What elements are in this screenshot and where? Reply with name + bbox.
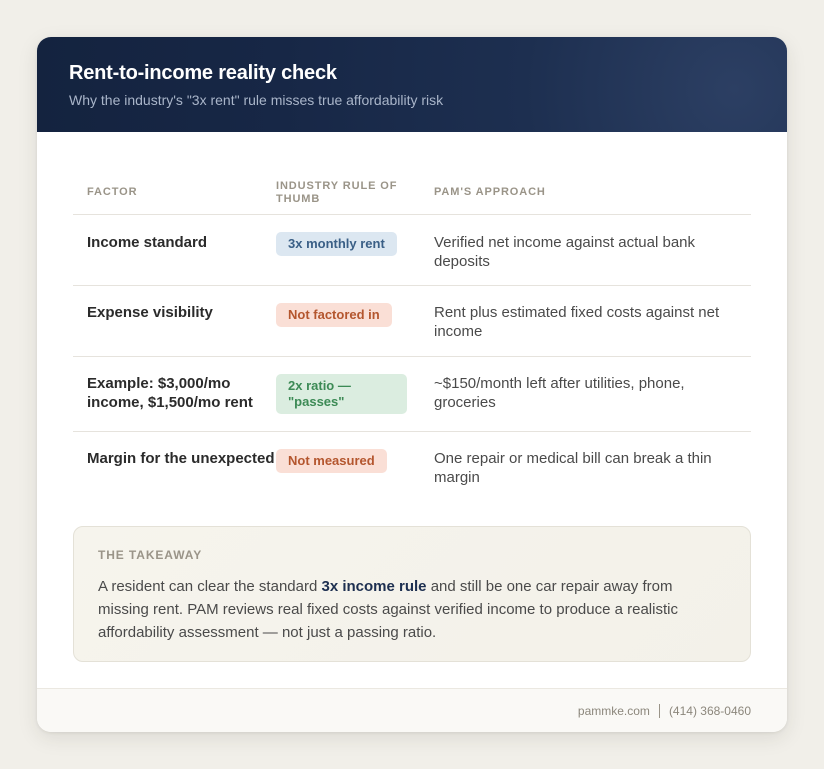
table-header — [73, 171, 751, 215]
takeaway-text-start: A resident can clear the standard — [98, 578, 322, 595]
approach-cell: One repair or medical bill can break a thin margin — [434, 450, 712, 486]
approach-cell: ~$150/month left after utilities, phone, groceries — [434, 375, 685, 411]
table-row — [73, 215, 751, 286]
takeaway-box — [73, 526, 751, 662]
comparison-card — [37, 37, 787, 732]
rule-badge: Not measured — [276, 449, 387, 473]
factor-cell: Margin for the unexpected — [87, 450, 275, 467]
comparison-table — [73, 171, 751, 504]
approach-cell: Verified net income against actual bank deposits — [434, 234, 695, 270]
card-subtitle: Why the industry's "3x rent" rule misses true affordability risk — [69, 92, 444, 108]
factor-cell: Expense visibility — [87, 304, 213, 321]
column-header-industry-rule: INDUSTRY RULE OF THUMB — [276, 179, 398, 205]
takeaway-highlight: 3x income rule — [321, 578, 427, 595]
card-title: Rent-to-income reality check — [69, 62, 337, 84]
footer-divider — [659, 704, 660, 718]
table-row — [73, 357, 751, 432]
rule-badge: 3x monthly rent — [276, 232, 397, 256]
factor-cell: Income standard — [87, 234, 208, 251]
factor-cell: Example: $3,000/mo income, $1,500/mo rent — [87, 375, 253, 411]
table-row — [73, 432, 751, 504]
takeaway-label: THE TAKEAWAY — [98, 548, 203, 562]
phone-number[interactable]: (414) 368-0460 — [668, 703, 751, 718]
approach-cell: Rent plus estimated fixed costs against net income — [434, 304, 720, 340]
card-header — [37, 37, 787, 132]
takeaway-text — [98, 575, 726, 644]
table-row — [73, 286, 751, 357]
column-header-factor: FACTOR — [87, 186, 138, 198]
takeaway-text-end: and still be one car repair away from missing rent. PAM reviews real fixed costs against verified income to produce a realistic affordability assessment — not just a passing ratio. — [98, 578, 678, 641]
rule-badge: 2x ratio — "passes" — [276, 374, 407, 414]
website-link[interactable]: pammke.com — [577, 703, 650, 718]
column-header-pam-approach: PAM'S APPROACH — [434, 186, 546, 198]
rule-badge: Not factored in — [276, 303, 392, 327]
card-footer — [37, 688, 787, 732]
